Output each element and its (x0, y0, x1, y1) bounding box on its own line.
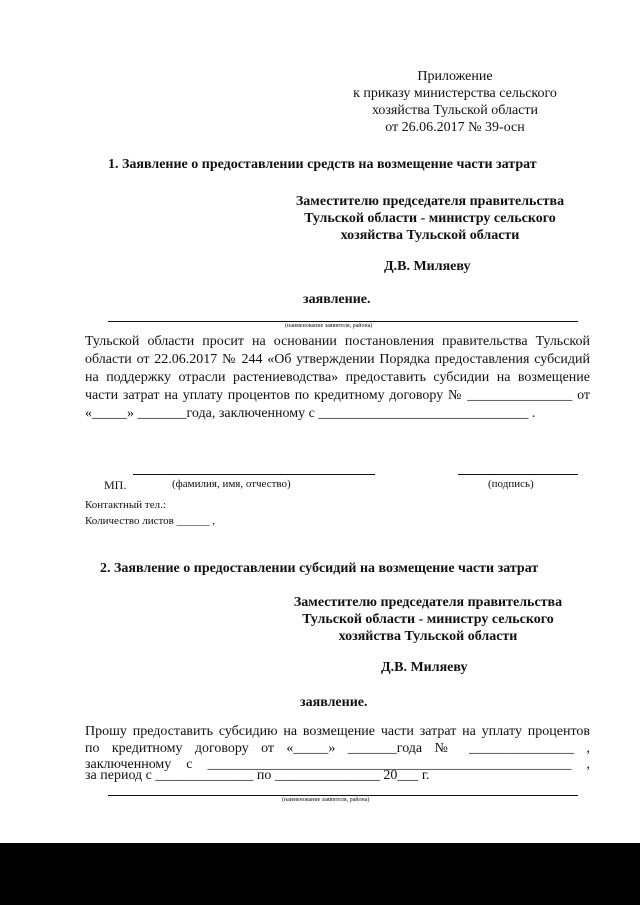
appendix-order-line: к приказу министерства сельского (353, 86, 557, 101)
section1-addressee-line1: Заместителю председателя правительства (295, 194, 565, 209)
section1-body-line1: Тульской области просит на основании постановления правительства Тульской (85, 334, 590, 349)
scan-bottom-border (0, 843, 640, 905)
section1-addressee (270, 193, 590, 244)
signature-caption: (подпись) (488, 478, 534, 490)
section2-body-line2: по кредитному договору от «_____» _______года № _______________ , (85, 741, 590, 756)
appendix-date-number: от 26.06.2017 № 39-осн (385, 120, 525, 135)
section1-heading: 1. Заявление о предоставлении средств на возмещение части затрат (108, 157, 537, 172)
section2-recipient-name: Д.В. Миляеву (381, 660, 468, 675)
section2-addressee-line2: Тульской области - министру сельского (302, 612, 554, 627)
section1-addressee-line2: Тульской области - министру сельского (304, 211, 556, 226)
section1-applicant-line (108, 321, 578, 322)
contact-phone-label: Контактный тел.: (85, 499, 166, 511)
section2-doc-title: заявление. (300, 695, 368, 710)
section2-body-line3: заключенному с ____________________________________________________ , (85, 757, 590, 772)
fio-line (133, 474, 375, 475)
sheet-count-label: Количество листов ______ , (85, 515, 216, 527)
section2-addressee (268, 594, 588, 645)
section1-doc-title: заявление. (303, 292, 371, 307)
section1-body-line3: на поддержку отрасли растениеводства» предоставить субсидии на возмещение (85, 370, 590, 385)
section2-body-line4: за период с ______________ по _______________ 20___ г. (85, 768, 430, 783)
section1-applicant-caption: (наименование заявителя, района) (285, 323, 373, 329)
signature-line (458, 474, 578, 475)
section2-addressee-line3: хозяйства Тульской области (338, 629, 518, 644)
appendix-title: Приложение (417, 69, 493, 84)
section2-addressee-line1: Заместителю председателя правительства (293, 595, 563, 610)
section1-body-line4: части затрат на уплату процентов по кредитному договору № _______________ от (85, 388, 590, 403)
section1-addressee-line3: хозяйства Тульской области (340, 228, 520, 243)
section1-body-line5: «_____» _______года, заключенному с ______________________________ . (85, 406, 536, 421)
appendix-block (330, 68, 580, 136)
section2-body-line1: Прошу предоставить субсидию на возмещение части затрат на уплату процентов (85, 724, 590, 739)
fio-caption: (фамилия, имя, отчество) (172, 478, 291, 490)
section2-applicant-line (108, 795, 578, 796)
section1-body-line2: области от 22.06.2017 № 244 «Об утверждении Порядка предоставления субсидий (85, 352, 590, 367)
stamp-label: МП. (104, 478, 127, 492)
section2-applicant-caption: (наименование заявителя, района) (282, 797, 370, 803)
section1-recipient-name: Д.В. Миляеву (384, 259, 471, 274)
section2-heading: 2. Заявление о предоставлении субсидий на возмещение части затрат (100, 561, 539, 576)
appendix-ministry-line: хозяйства Тульской области (371, 103, 539, 118)
